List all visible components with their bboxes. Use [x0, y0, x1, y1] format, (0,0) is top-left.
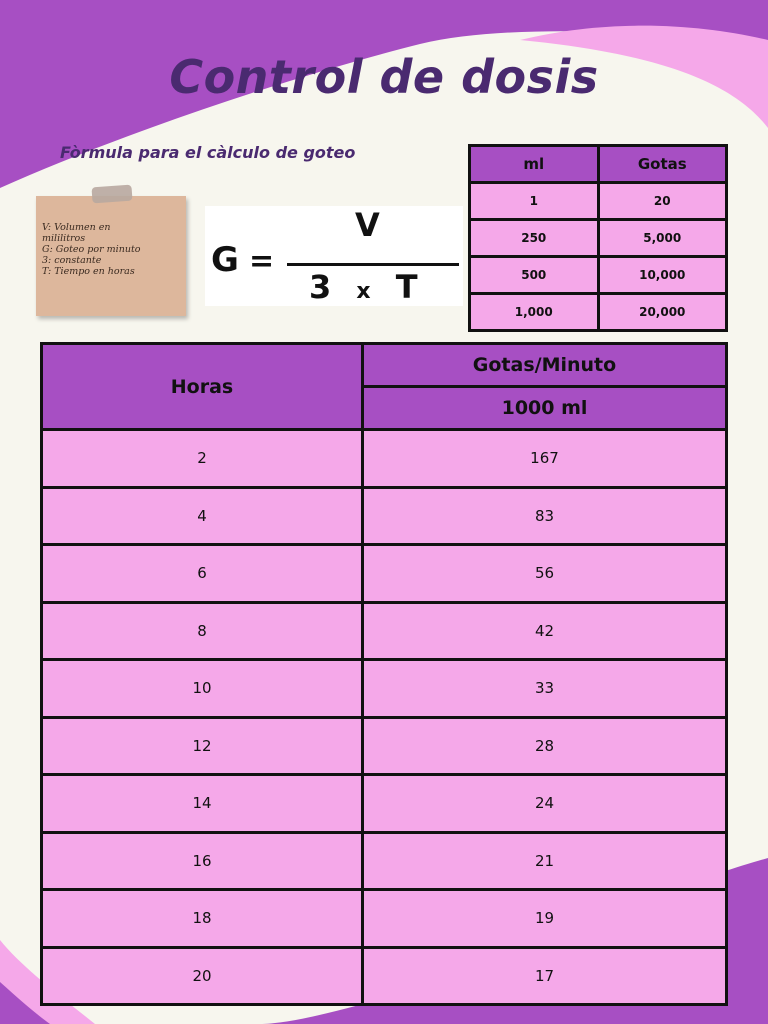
formula-time: T — [395, 268, 418, 306]
page-title: Control de dosis — [169, 50, 599, 104]
column-header-horas: Horas — [42, 344, 363, 430]
cell-hours: 18 — [42, 890, 363, 948]
note-line: G: Goteo por minuto — [42, 244, 141, 255]
formula-subtitle: Fòrmula para el càlculo de goteo — [60, 143, 356, 162]
table-row — [42, 660, 727, 718]
formula-denominator — [309, 268, 418, 306]
table-row — [470, 294, 727, 331]
cell-hours: 12 — [42, 717, 363, 775]
table-row — [470, 257, 727, 294]
table-row — [42, 545, 727, 603]
cell-drops: 24 — [363, 775, 727, 833]
cell-drops: 17 — [363, 947, 727, 1005]
cell-gotas: 20,000 — [598, 294, 727, 331]
formula-equals: = — [249, 244, 275, 279]
table-row — [470, 220, 727, 257]
cell-ml: 250 — [470, 220, 599, 257]
cell-gotas: 20 — [598, 183, 727, 220]
table-row — [42, 832, 727, 890]
table-row — [42, 487, 727, 545]
cell-drops: 33 — [363, 660, 727, 718]
cell-hours: 10 — [42, 660, 363, 718]
drip-formula — [205, 206, 463, 306]
cell-hours: 8 — [42, 602, 363, 660]
note-line: V: Volumen en — [42, 222, 111, 233]
formula-result: G — [211, 240, 239, 280]
table-header-row — [470, 146, 727, 183]
formula-constant: 3 — [309, 268, 332, 306]
table-row — [42, 717, 727, 775]
table-header-row — [42, 344, 727, 387]
sticky-note — [36, 196, 186, 316]
cell-gotas: 5,000 — [598, 220, 727, 257]
cell-drops: 19 — [363, 890, 727, 948]
fraction-bar — [287, 263, 459, 266]
conversion-table — [468, 144, 728, 332]
cell-hours: 20 — [42, 947, 363, 1005]
cell-ml: 1,000 — [470, 294, 599, 331]
cell-ml: 500 — [470, 257, 599, 294]
cell-gotas: 10,000 — [598, 257, 727, 294]
cell-hours: 4 — [42, 487, 363, 545]
table-row — [42, 430, 727, 488]
cell-drops: 56 — [363, 545, 727, 603]
formula-times: x — [356, 279, 371, 304]
note-line: 3: constante — [42, 255, 102, 266]
tape-strip — [91, 185, 132, 204]
cell-hours: 16 — [42, 832, 363, 890]
cell-drops: 83 — [363, 487, 727, 545]
cell-drops: 167 — [363, 430, 727, 488]
table-row — [42, 947, 727, 1005]
dosage-table — [40, 342, 728, 1006]
column-subheader-volume: 1000 ml — [363, 387, 727, 430]
column-header-gotas-minuto: Gotas/Minuto — [363, 344, 727, 387]
column-header-ml: ml — [470, 146, 599, 183]
formula-numerator: V — [355, 206, 380, 244]
table-row — [42, 890, 727, 948]
column-header-gotas: Gotas — [598, 146, 727, 183]
cell-drops: 42 — [363, 602, 727, 660]
note-line: T: Tiempo en horas — [42, 266, 135, 277]
note-line: mililitros — [42, 233, 86, 244]
table-row — [42, 775, 727, 833]
cell-ml: 1 — [470, 183, 599, 220]
cell-hours: 6 — [42, 545, 363, 603]
cell-hours: 14 — [42, 775, 363, 833]
cell-drops: 21 — [363, 832, 727, 890]
cell-drops: 28 — [363, 717, 727, 775]
cell-hours: 2 — [42, 430, 363, 488]
table-row — [470, 183, 727, 220]
table-row — [42, 602, 727, 660]
